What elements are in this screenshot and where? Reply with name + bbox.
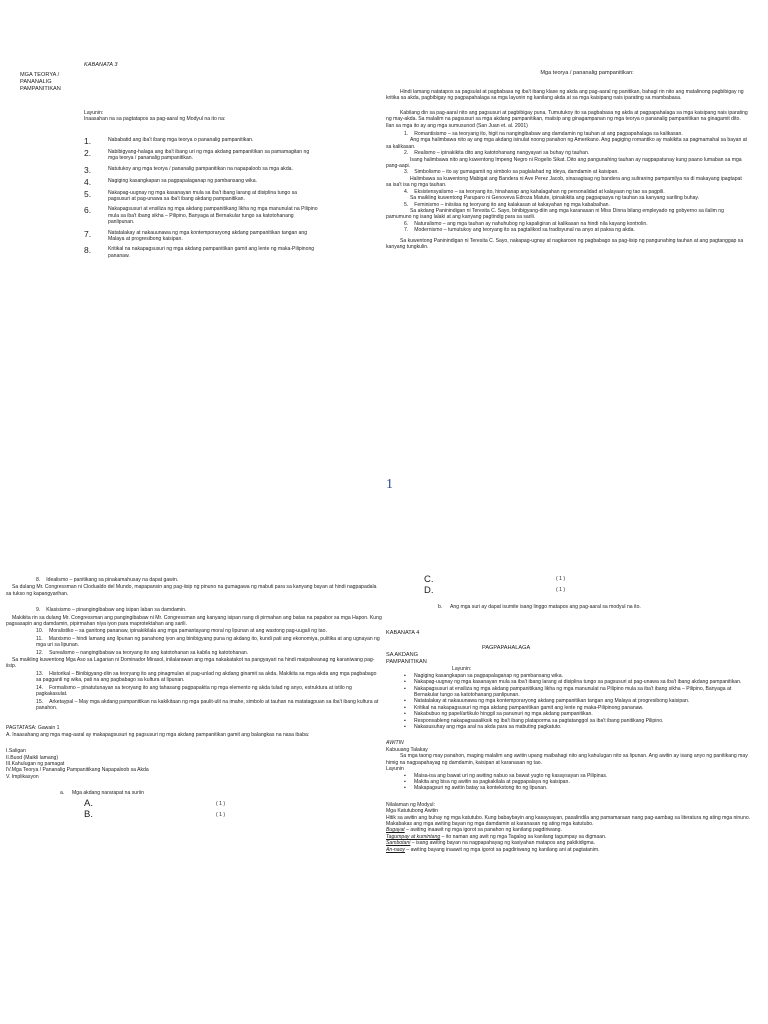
term-dash: – [404,846,411,853]
bullet-dot: ▪ [404,724,406,731]
question-row: a. Mga akdang nararapat na suriin [60,790,144,797]
objective-number: 7. [84,228,92,239]
objective-item-text: Natatalakay at nakauunawa ng mga kontemporaryong akdang pampanitikan tangan ang Malaya at progresibong kaisipan. [414,698,690,705]
theory-item [6,577,382,583]
layunin-intro: Inaasahan na sa pagtatapos sa pag-aaral ng Modyul na ito na: [84,116,226,123]
term-name: Sambotani [386,840,411,847]
theory-dash: – [439,201,445,208]
outline-item: I.Saligan [6,748,26,755]
bullet-dot: ▪ [404,785,406,792]
theory-item [6,657,382,670]
theory-dash: – [435,150,442,157]
objective-item [84,206,318,225]
objective-text: Kritikal na nakapagsusuri ng mga akdang pampanitikan gamit ang lente ng maka-Pilipinong pananaw. [108,246,315,259]
theory-dash: – [446,131,453,138]
theory-number: 11. [36,635,43,642]
theory-text: Ang mga halimbawa nito ay ang mga akdang isinulat noong panahon ng Amerikano. Ang pagiging romantiko ay makikita sa pagmamahal sa bayan at sa kalikasan. [386,137,747,150]
theory-text: Klasisismo – pinangingibabaw ang isipan laban sa damdamin. [46,607,187,614]
theory-item [386,208,748,221]
term-dash: – [440,833,446,840]
theory-number: 3. [404,169,409,176]
term-text: ito naman ang awit ng mga Tagalog sa kanilang tagumpay sa digmaan. [445,833,607,840]
outline-item: II.Buod (Maikli lamang) [6,754,59,761]
theory-text: iniisiisa ng teoryang ito ang kalakasan at kakayahan ng mga kababaihan. [444,201,610,208]
awitin-label: AWITIN [386,740,404,747]
objectives-block [84,110,318,263]
objective-item [404,724,752,730]
layunin2-label: Layunin [386,766,404,773]
theory-number: 7. [404,227,409,234]
theory-number: 4. [404,188,409,195]
nilalaman-label: Nilalaman ng Modyul: [386,801,435,808]
theory-text: Makikita rin sa dulang Mr. Congressman ang pangingibabaw ni Mr. Congressman ang kanyang isipan nang di pirmahan ang batas na papabor sa mga Hapon. Kung pagsasapin ang damdamin, pipirmahan niya iyon para maprotektahan ang sarili. [6,614,382,628]
objective-number: 2. [84,147,92,158]
theory-number: 9. [36,607,41,614]
choice-points: ( 1 ) [216,800,226,807]
intro-paragraph: Hindi lamang natatapos sa pagsulat at pagbabasa ng iba't ibang klase ng akda ang pag-aaral ng panitikan, bahagi rin nito ang matalinong pagbibigay ng kritika sa akda, pagbibigay ng pagpapahalaga sa mga layunin ng kanilang akda at sa mga kaisipang nais iparating sa mambabasa. [386,89,744,102]
choice-list-continued [386,574,752,596]
top-right-column [386,70,748,500]
theory-text: Sa maikling kuwentong Paruparo ni Genoveva Edroza Matute, ipinakikita ang pagpapasya ng tauhan sa kanyang sariling buhay. [410,195,700,202]
choice-item [424,574,752,585]
theory-text: Marxismo – hindi lamang ang lipunan ng panahong iyon ang binibigyang puna ng akdang ito, kundi pati ang ekonomiya, pulitika at ang ugnayan ng mga uri sa lipunan. [36,635,380,649]
objective-text: Nagiging kasangkapan sa pagpapalaganap ng pambansang wika. [108,177,257,184]
layunin-label-4: Layunin: [452,666,472,673]
objective-list [84,137,318,259]
theory-text: ito ay gumagamit ng simbolo sa paglalahad ng ideya, damdamin at kaisipan. [446,169,619,176]
bullet-dot: ▪ [404,698,406,705]
theory-name: Modernismo [414,227,443,234]
objective-item [84,178,318,186]
theory-text: tumutukoy ang teoryang ito sa pagtalikod sa tradisyunal na anyo at paksa ng akda. [447,227,635,234]
objective-text: Natutukoy ang mga teorya / pananalig pampanitikan na napapaloob sa mga akda. [108,165,293,172]
theory-text: ang mga tauhan ay nahuhubog ng kapaligiran at kalikasan na hindi nila kayang kontrolin. [447,220,648,227]
theory-text: Moralistiko – sa ganitong pananaw, ipinakikilala ang mga pamantayang moral ng lipunan at ang wastong pag-uugali ng tao. [49,628,327,635]
theory-number: 12. [36,649,44,656]
bottom-left-column [6,576,382,1022]
theory-item [386,137,748,150]
section-title: MGA TEORYA / PANANALIG PAMPANITIKAN [20,72,61,92]
theory-number: 13. [36,670,44,677]
bullet-dot: ▪ [404,685,406,692]
theory-text: Surealismo – nangingibabaw sa teoryang ito ang katotohanan sa kabila ng katotohanan. [49,649,249,656]
objective-item [84,149,318,162]
theory-item [6,699,382,712]
awiting-bayan-list [386,827,752,853]
objective-item-text: Nakasusuhay ang mga aral na akda para sa mabuting pagkatuto. [414,724,562,731]
layunin-label: Layunin: [84,110,104,116]
theory-number: 8. [36,577,41,583]
theory-item [6,628,382,634]
awitin-objective [404,785,752,791]
theory-item [6,607,382,613]
theory-text: Arketaypal – May mga akdang pampanitikan na kakikitaan ng mga paulit-ulit na imahe, simbolo at tauhan na matatagpuan sa iba't ibang kultura at panahon. [36,698,379,711]
theory-title: Mga teorya / pananalig pampanitikan: [540,70,634,76]
bullet-dot: ▪ [404,704,406,711]
theory-text: Halimbawa sa kuwentong Mabigat ang Bandera ni Ave Perez Jacob, sinasagisag ng bandera ang suliraning pampamilya na di makayang ipagtapat sa isa't isa ng mga tauhan. [386,175,742,189]
activity-instruction: A. Inaasahang ang mga mag-aaral ay makapagsusuri ng pagsusuri ng mga akdang pampanitikan gamit ang balangkas na nasa ibaba: [6,731,310,738]
theory-dash: – [441,220,448,227]
theory-number: 1. [404,131,409,138]
theory-text: Sa maikling kuwentong Mga Aso sa Lagarian ni Dominador Mirasol, inilalarawan ang mga nakakatakot na pangyayari na hindi maipaliwanag ng karaniwang pag-iisip. [6,657,375,670]
objective-number: 3. [84,164,92,175]
objective-item-text: Responsableng nakapagsasaliksik ng iba't ibang plataporma sa pagtatanggol sa iba't ibang panitikang Pilipino. [414,717,664,724]
theory-list [386,131,748,234]
choice-item [424,585,752,596]
bullet-dot: ▪ [404,679,406,686]
objective-item [84,137,318,145]
theory-item [6,650,382,656]
bullet-dot: ▪ [404,711,406,718]
outline-item: IV.Mga Teorya / Pananalig Pampanitikang Napapaloob sa Akda [6,767,149,774]
term-name: Tagumpay at kumintang [386,833,441,840]
bullet-dot: ▪ [404,717,406,724]
choice-letter: D. [424,584,434,596]
theory-number: 15. [36,698,44,705]
theory-item [6,685,382,698]
theory-name: Feminismo [414,201,440,208]
bullet-dot: ▪ [404,772,406,779]
theory-text: sa teoryang ito, higit na nangingibabaw ang damdamin ng tauhan at ang pagpapahalaga sa kalikasan. [452,131,683,138]
analysis-paragraph: Kabilang din sa pag-aaral nito ang pagsusuri at pagbibigay puna. Tumutukoy ito sa pagbabasa ng akda at pagpapahalaga sa mga kaisipang nais iparating ng may-akda. Sa malalim na pagsusuri sa mga akdang pampanitikan, maiisip ang ginagampanan ng mga teorya o pananalig pampanitikan na ginagamit dito. Ilan sa mga ito ay ang mga sumusunod (San Juan et. al. 2001) [386,109,748,129]
theory-dash: – [440,169,447,176]
page-number: 1 [386,477,393,492]
katutubong-label: Mga Katutubong Awitin [386,808,439,815]
theory-item [6,671,382,684]
theory-list-continued [6,577,382,711]
activity-label: PAGTATASA: Gawain 1 [6,725,60,732]
term-dash: – [404,827,411,834]
theory-number: 5. [404,201,409,208]
objective-item [84,246,318,259]
katutubong-text: Hitik sa awitin ang buhay ng mga katutubo. Kung babaybayin ang kasaysayan, pasalindila ang pamamaraan nang pag-aambag sa literatura ng ating mga ninuno. Makabakas ang mga awiting bayan ng mga damdamin at karanasan ng ating mga katutubo. [386,814,751,827]
chapter-label: KABANATA 3 [84,62,118,68]
theory-text: Idealismo – panitikang sa pinakamahusay na dapat gawin. [46,577,179,583]
analysis-outline [6,748,382,780]
theory-number: 2. [404,150,409,157]
awitin-objective-text: Makita ang bisa ng awitin sa pagkakilala at pagpapalaya ng kaisipan. [414,778,570,785]
term-text: awiting bayang inaawit ng mga igorot sa pagdiriwang ng kanilang ani at pagtatanim. [410,846,600,853]
term-text: isang awiting bayan na nagpapahayag ng kasiyahan matapos ang pakikidigma. [416,840,596,847]
theory-text: Sa akdang Paninindigan ni Teresita C. Sayo, binibigyang-diin ang mga karanasan ni Miss Dinna bilang empleyado ng gobyerno sa ilalim ng pamumuno ng isang lalaki at ang kanyang pagtindig para sa sarili. [386,207,724,221]
outline-item: III.Kahulugan ng pamagat [6,760,65,767]
objective-number: 5. [84,188,92,199]
term-item [386,847,752,853]
objective-text: Nabibigyang-halaga ang iba't ibang uri ng mga akdang pampanitikan sa pamamagitan ng mga teorya / pananalig pampanitikan. [108,148,310,162]
objective-text: Nakapagsusuri at ensiliza ng mga akdang pampanitikang likha ng mga manunulat na Pilipino mula sa iba't ibang sikha – Pilipino, Banyaga at Bernakular tungo sa katotohanang panlipunan. [108,206,318,226]
kabuuang-text: Sa mga taong may panahon, maging malalim ang awitin upang maibahagi nito ang kahulugan nito sa lipunan. Ang awitin ay isang anyo ng panitikang may himig na nagpapahayag ng damdamin, kaisipan at karanasan ng tao. [386,753,748,766]
choice-letter: B. [84,809,93,821]
objective-item [84,230,318,243]
objective-item-text: Nagiging kasangkapan sa pagpapalaganap ng pambansang wika. [414,672,563,679]
awitin-objective-text: Maisa-isa ang bawat uri ng awiting nabuo sa bawat yugto ng kasaysayan sa Pilipinas. [414,772,608,779]
objective-item [84,190,318,203]
term-name: An-naoy [386,846,405,853]
theory-text: Sa dulang Mr. Congressman ni Clodualdo del Mundo, mapapansin ang pag-iisip ng pinuno na gumagawa ng mabuti para sa kanyang bayan at hindi nagpapadala sa tukso ng kapangyarihan. [6,584,377,597]
theory-text: Formalismo – pinatutunayan sa teoryang ito ang tahasang pagpapakita ng mga elemento ng akda tulad ng anyo, estruktura at istilo ng pagkakasulat. [36,684,352,698]
theory-item [6,584,382,597]
objective-item-text: Nakapagsusuri at ensiliza ng mga akdang pampanitikang likha ng mga manunulat na Pilipino mula sa iba't ibang sikha – Pilipino, Banyaga at Bernakular tungo sa katotohanang panlipunan. [414,685,732,699]
objective-number: 8. [84,245,92,256]
closing-paragraph: Sa kuwentong Paninindigan ni Teresita C. Sayo, nakapag-ugnay at nagkaroon ng pagbabago sa pag-iisip ng pangunahing tauhan at ang pagtanggap sa kanyang tungkulin. [386,237,744,250]
theory-text: Historikal – Binibigyang-diin sa teoryang ito ang pinagmulan at pag-unlad ng akdang ginamit sa akda. Makikita sa mga akda ang mga pagbabago sa pagganti ng wika, pati na ang pagbabago sa kultura at lipunan. [36,670,377,684]
theory-name: Romantisismo [414,131,447,138]
theory-number: 6. [404,220,409,227]
objective-item [84,166,318,174]
theory-item [386,176,748,189]
theory-name: Simbolismo [414,169,441,176]
choice-letter: A. [84,798,93,810]
theory-name: Naturalismo [414,220,442,227]
outline-item: V. Implikasyon [6,773,39,780]
theory-item [6,636,382,649]
theory-text: Isang halimbawa nito ang kuwentong Impeng Negro ni Rogelio Sikat. Dito ang pangunahing tauhan ay nagpapatunay kung paano lumaban sa mga pang-aapi. [386,156,742,170]
bullet-dot: ▪ [404,672,406,679]
theory-item [6,615,382,628]
awitin-objective-text: Makapagsuri ng awitin batay sa kontekstong ito ng lipunan. [414,785,548,792]
theory-text: sa teoryang ito, hinahanap ang kahalagahan ng personalidad at kalayaan ng tao sa pagpili. [459,188,665,195]
bottom-right-column [386,574,752,1024]
choice-letter: C. [424,574,434,585]
choice-points: ( 1 ) [556,587,566,594]
term-dash: – [410,840,417,847]
awitin-objectives [386,773,752,792]
kabuuang-label: Kabuuang Talakay [386,746,428,753]
theory-name: Eksistensyalismo [414,188,454,195]
objective-item-text: Kritikal na nakapagsusuri ng mga akdang pampanitikan gamit ang lente ng maka-Pilipinong pananaw. [414,704,644,711]
objective-list-4 [386,673,752,731]
submission-note: b. Ang mga suri ay dapat isumite isang linggo matapos ang pag-aaral sa modyul na ito. [438,604,641,610]
term-name: Bugayat [386,827,405,834]
choice-points: ( 1 ) [556,576,566,583]
objective-item-text: Nakapag-uugnay ng mga kasanayan mula sa iba't ibang larang at disiplina tungo sa pagsusuri at pag-unawa sa iba't ibang akdang pampanitikan. [414,679,742,686]
theory-text: ipinakikita dito ang katotohanang nangyayari sa buhay ng tauhan. [441,150,590,157]
objective-text: Natatalakay at nakauunawa ng mga kontemporaryong akdang pampanitikan tangan ang Malaya at progresibong kaisipan. [108,229,308,243]
chapter-4-label: KABANATA 4 [386,630,420,637]
objective-text: Nababatid ang iba't ibang mga teorya o pananalig pampanitikan. [108,136,254,143]
objective-text: Nakapag-uugnay ng mga kasanayan mula sa iba't ibang larang at disiplina tungo sa pagsusuri at pag-unawa sa iba't ibang akdang pampanitikan. [108,189,298,203]
chapter-4-title: PAGPAPAHALAGA [482,645,531,652]
choice-item [84,810,382,821]
objective-number: 4. [84,176,92,187]
theory-number: 14. [36,684,44,691]
choice-points: ( 1 ) [216,811,226,818]
theory-item [386,157,748,170]
objective-number: 1. [84,135,92,146]
chapter-4-subtitle: SA AKDANG PAMPANITIKAN [386,652,427,666]
theory-number: 10. [36,628,44,635]
bullet-dot: ▪ [404,778,406,785]
objective-item-text: Nakabubuo ng papel/artikulo hinggil sa panunuri ng mga akdang pampanitikan. [414,711,593,718]
objective-item [404,686,752,699]
top-left-column [20,58,320,320]
choice-item [84,799,382,810]
choice-list [6,799,382,821]
theory-name: Realismo [414,150,436,157]
term-text: awiting inaawit ng mga igorot sa panahon ng kanilang pagdiriwang. [410,827,562,834]
theory-dash: – [453,188,459,195]
theory-dash: – [442,227,448,234]
objective-number: 6. [84,205,92,216]
